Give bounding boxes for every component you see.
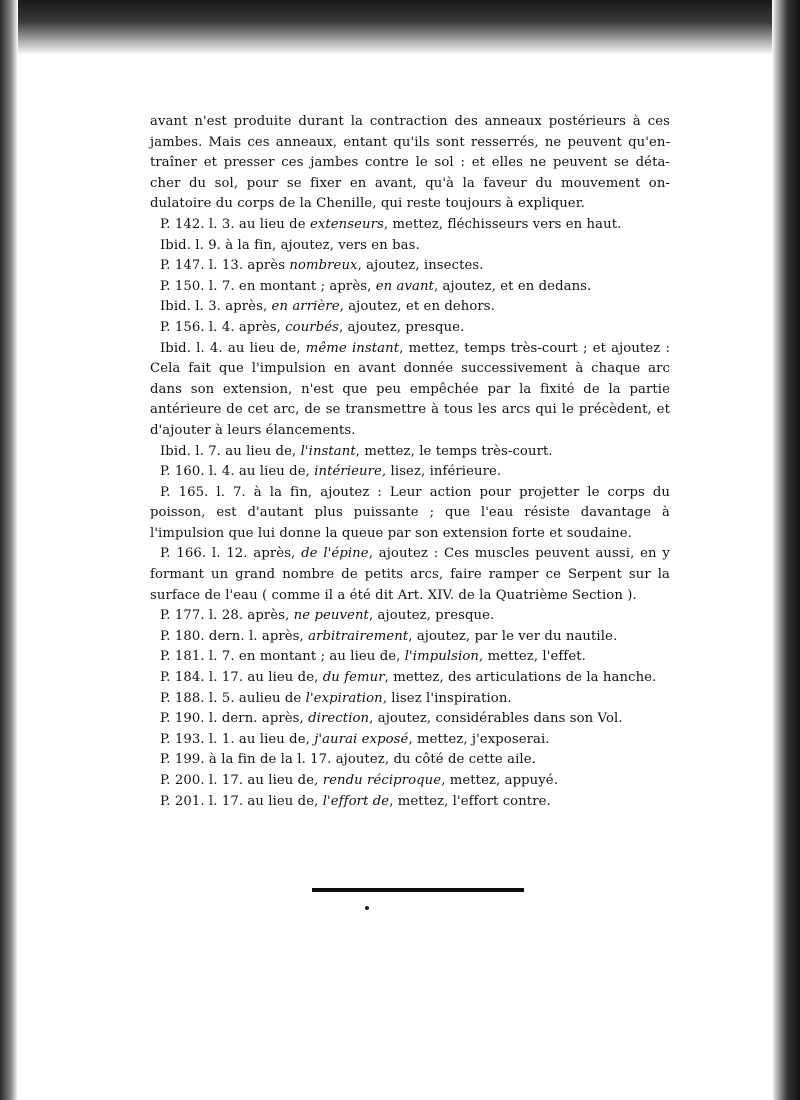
entry-italic-term: extenseurs [309,216,384,232]
errata-entry [150,689,670,710]
entry-text: P. 190. l. dern. après, [160,711,309,727]
entry-correction: , mettez, appuyé. [441,773,559,788]
entry-correction: , lisez, inférieure. [381,464,502,480]
entry-text: P. 193. l. 1. au lieu de, [160,731,315,747]
entry-italic-term: rendu réciproque [322,773,442,788]
errata-page [150,112,670,812]
errata-entry [150,256,670,277]
scan-shadow-left [0,0,18,1100]
errata-entry [150,297,670,318]
entry-text: P. 188. l. 5. aulieu de [160,690,306,706]
opening-line: avant n'est produite durant la contraction des anneaux postérieurs à ces [150,114,670,129]
opening-line: dulatoire du corps de la Chenille, qui reste toujours à expliquer. [150,196,585,212]
errata-entry [150,318,670,339]
entry-correction: , ajoutez, et en dedans. [433,278,592,294]
errata-entry [150,236,670,257]
opening-line: cher du sol, pour se fixer en avant, qu'à la faveur du mouvement on- [150,175,670,191]
entry-italic-term: même instant [305,340,400,356]
entry-correction: , mettez, fléchisseurs vers en haut. [383,216,622,232]
errata-entry [150,709,670,730]
errata-entry [150,483,670,545]
opening-line: traîner et presser ces jambes contre le sol : et elles ne peuvent se déta- [150,155,670,171]
entry-italic-term: du femur [322,670,385,686]
entry-correction: , ajoutez : Ces muscles peuvent aussi, en y formant un grand nombre de petits arcs, faire ramper ce Serpent sur la surface de l'eau ( comme il a été dit Art. XIV. de la Quatrième Section ). [150,546,670,603]
entry-text: P. 180. dern. l. après, [160,628,309,644]
entry-text: P. 166. l. 12. après, [160,546,302,562]
errata-list [150,215,670,812]
entry-correction: , ajoutez, considérables dans son Vol. [369,711,623,727]
entry-italic-term: arbitrairement [308,628,409,644]
entry-text: P. 199. à la fin de la l. 17. ajoutez, du côté de cette aile. [160,752,536,768]
entry-italic-term: courbés [285,319,340,335]
errata-entry [150,647,670,668]
entry-text: P. 165. l. 7. à la fin, ajoutez : Leur action pour projetter le corps du poisson, est d'autant plus puissante ; que l'eau résiste davantage à l'impulsion que lui donne la queue par son extension forte et soudaine. [150,484,670,541]
entry-text: P. 181. l. 7. en montant ; au lieu de, [160,649,405,665]
entry-italic-term: nombreux [289,258,358,274]
entry-text: Ibid. l. 9. à la fin, ajoutez, vers en bas. [160,237,420,253]
entry-text: P. 200. l. 17. au lieu de, [160,773,323,788]
entry-text: P. 201. l. 17. au lieu de, [160,793,323,809]
opening-paragraph [150,112,670,215]
errata-entry [150,792,670,813]
entry-italic-term: l'instant [300,443,356,459]
entry-italic-term: intérieure [314,464,382,480]
entry-correction: , mettez, j'exposerai. [408,731,550,747]
closing-dot [365,906,369,910]
entry-italic-term: l'impulsion [404,649,479,665]
entry-correction: , mettez, l'effet. [478,649,586,665]
errata-entry [150,627,670,648]
opening-line: jambes. Mais ces anneaux, entant qu'ils sont resserrés, ne peuvent qu'en- [150,134,670,150]
errata-entry [150,750,670,771]
errata-entry [150,730,670,751]
errata-entry [150,215,670,236]
entry-correction: , lisez l'inspiration. [382,690,512,706]
entry-correction: , mettez, l'effort contre. [389,793,551,809]
errata-entry [150,606,670,627]
entry-correction: , ajoutez, presque. [339,319,465,335]
entry-text: P. 177. l. 28. après, [160,608,294,624]
entry-correction: , mettez, le temps très-court. [355,443,553,459]
entry-correction: , ajoutez, et en dehors. [339,299,495,315]
errata-entry [150,277,670,298]
entry-text: Ibid. l. 3. après, [160,299,272,315]
entry-italic-term: j'aurai exposé [314,731,409,747]
entry-text: Ibid. l. 4. au lieu de, [160,340,306,356]
entry-italic-term: de l'épine [301,546,369,562]
errata-entry [150,462,670,483]
scan-shadow-right [772,0,800,1100]
entry-italic-term: direction [308,711,370,727]
entry-text: P. 142. l. 3. au lieu de [160,216,310,232]
entry-italic-term: en arrière [271,299,340,315]
entry-correction: , ajoutez, par le ver du nautile. [408,628,618,644]
entry-text: P. 147. l. 13. après [160,258,290,274]
entry-italic-term: l'effort de [322,793,390,809]
entry-italic-term: l'expiration [305,690,383,706]
entry-correction: , ajoutez, insectes. [357,258,484,274]
errata-entry [150,668,670,689]
errata-entry [150,442,670,463]
closing-rule [312,888,524,892]
entry-text: P. 156. l. 4. après, [160,319,286,335]
entry-correction: , ajoutez, presque. [368,608,495,624]
scan-shadow-top [0,0,800,55]
entry-text: P. 150. l. 7. en montant ; après, [160,278,376,294]
entry-text: P. 184. l. 17. au lieu de, [160,670,323,686]
entry-italic-term: en avant [375,278,434,294]
entry-correction: , mettez, des articulations de la hanche. [384,670,657,686]
entry-text: P. 160. l. 4. au lieu de, [160,464,315,480]
entry-text: Ibid. l. 7. au lieu de, [160,443,301,459]
errata-entry [150,771,670,792]
errata-entry [150,339,670,442]
entry-correction: , mettez, temps très-court ; et ajoutez : Cela fait que l'impulsion en avant donnée successivement à chaque arc dans son extension, n'est que peu empêchée par la fixité de la partie antérieure de cet arc, de se transmettre à tous les arcs qui le précèdent, et d'ajouter à leurs élancements. [150,340,670,438]
errata-entry [150,544,670,606]
entry-italic-term: ne peuvent [293,608,369,624]
